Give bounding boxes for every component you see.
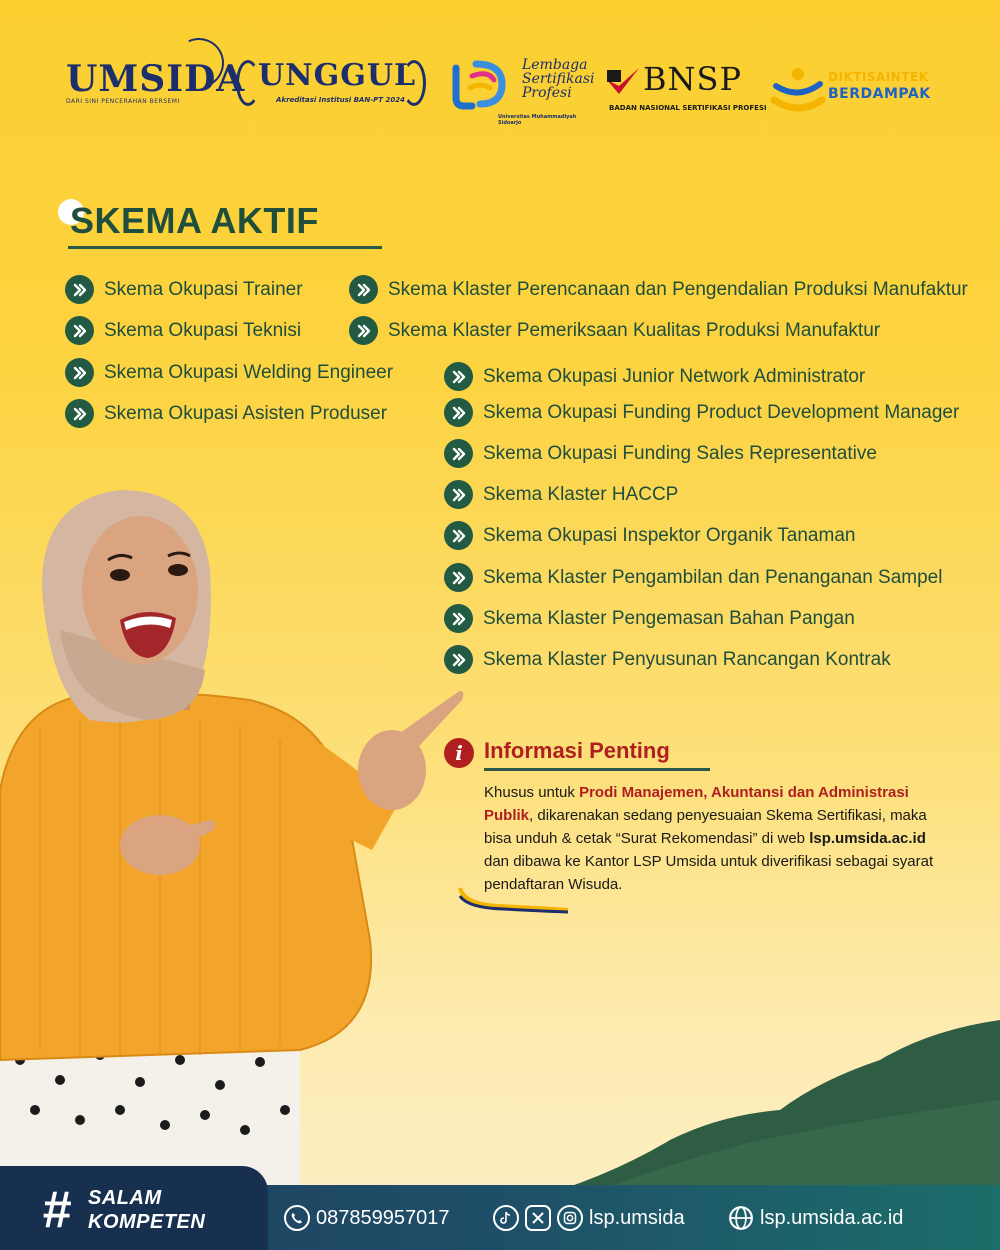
scheme-item xyxy=(349,316,880,345)
info-title: Informasi Penting xyxy=(484,738,670,763)
tiktok-icon xyxy=(493,1205,519,1231)
scheme-label: Skema Okupasi Trainer xyxy=(104,278,303,300)
info-highlight: Prodi Manajemen, Akuntansi dan Administrasi Publik xyxy=(484,784,909,824)
swoosh-decoration xyxy=(458,884,570,914)
scheme-item xyxy=(65,275,303,304)
scheme-label: Skema Klaster Pengemasan Bahan Pangan xyxy=(483,607,855,629)
double-chevron-icon xyxy=(349,316,378,345)
unggul-subtitle: Akreditasi Institusi BAN-PT 2024 xyxy=(276,96,405,104)
info-underline xyxy=(484,768,710,771)
hashtag-line1: SALAM xyxy=(88,1187,162,1209)
bnsp-logo xyxy=(605,60,765,116)
laurel-left-icon xyxy=(236,60,260,106)
info-text: dan dibawa ke Kantor LSP Umsida untuk diverifikasi sebagai syarat pendaftaran Wisuda. xyxy=(484,853,934,893)
scheme-item xyxy=(444,362,865,391)
social-contact[interactable] xyxy=(493,1205,685,1231)
social-handle: lsp.umsida xyxy=(589,1206,685,1229)
scheme-item xyxy=(444,398,959,427)
scheme-item xyxy=(65,399,387,428)
lsp-university: Universitas Muhammadiyah Sidoarjo xyxy=(498,114,577,126)
globe-icon xyxy=(728,1205,754,1231)
scheme-item xyxy=(444,521,855,550)
website-url: lsp.umsida.ac.id xyxy=(760,1206,904,1229)
woman-pointing-illustration xyxy=(0,470,470,1190)
umsida-logo-text: UMSIDA xyxy=(66,58,246,100)
scheme-label: Skema Okupasi Junior Network Administrator xyxy=(483,365,866,387)
hashtag-symbol: # xyxy=(42,1181,71,1239)
scheme-label: Skema Okupasi Inspektor Organik Tanaman xyxy=(483,524,856,546)
umsida-logo xyxy=(66,58,245,105)
dikti-mark-icon xyxy=(770,64,826,116)
page-title: SKEMA AKTIF xyxy=(70,200,319,241)
scheme-label: Skema Klaster Penyusunan Rancangan Kontrak xyxy=(483,648,891,670)
scheme-item xyxy=(444,480,678,509)
info-icon: i xyxy=(444,738,474,768)
scheme-item xyxy=(349,275,968,304)
dikti-logo xyxy=(770,64,940,124)
scheme-label: Skema Klaster Pengambilan dan Penanganan Sampel xyxy=(483,566,943,588)
lsp-line2: Sertifikasi xyxy=(522,71,595,87)
hashtag-line2: KOMPETEN xyxy=(88,1211,206,1233)
scheme-item xyxy=(444,563,942,592)
scheme-item xyxy=(444,645,891,674)
scheme-label: Skema Okupasi Asisten Produser xyxy=(104,402,388,424)
lsp-logo-text xyxy=(522,58,595,100)
heading-underline xyxy=(68,246,382,249)
info-body xyxy=(484,781,954,896)
scheme-label: Skema Klaster Perencanaan dan Pengendalian Produksi Manufaktur xyxy=(388,278,968,300)
logo-bar xyxy=(60,36,940,126)
scheme-label: Skema Okupasi Welding Engineer xyxy=(104,361,394,383)
scheme-label: Skema Okupasi Funding Sales Representative xyxy=(483,442,877,464)
scheme-item xyxy=(444,439,877,468)
hashtag-text xyxy=(88,1186,205,1234)
x-icon xyxy=(525,1205,551,1231)
info-website-link[interactable]: lsp.umsida.ac.id xyxy=(809,830,926,847)
info-text: , dikarenakan sedang penyesuaian Skema Sertifikasi, maka bisa unduh & cetak “Surat Rekomendasi” di web xyxy=(484,807,927,847)
phone-contact[interactable] xyxy=(284,1205,449,1231)
double-chevron-icon xyxy=(65,316,94,345)
double-chevron-icon xyxy=(444,398,473,427)
scheme-label: Skema Okupasi Funding Product Development Manager xyxy=(483,401,960,423)
bnsp-subtitle: BADAN NASIONAL SERTIFIKASI PROFESI xyxy=(609,104,767,112)
scheme-item xyxy=(444,604,855,633)
scheme-label: Skema Okupasi Teknisi xyxy=(104,319,302,341)
whatsapp-icon xyxy=(284,1205,310,1231)
double-chevron-icon xyxy=(444,439,473,468)
double-chevron-icon xyxy=(349,275,378,304)
info-text: Khusus untuk xyxy=(484,784,580,801)
website-contact[interactable] xyxy=(728,1205,903,1231)
lsp-mark-icon xyxy=(450,58,510,110)
dikti-line1: DIKTISAINTEK xyxy=(828,70,929,84)
dikti-line2: BERDAMPAK xyxy=(828,86,931,102)
lsp-line3: Profesi xyxy=(522,85,572,101)
scheme-item xyxy=(65,358,393,387)
scheme-label: Skema Klaster Pemeriksaan Kualitas Produksi Manufaktur xyxy=(388,319,881,341)
double-chevron-icon xyxy=(65,399,94,428)
umsida-tagline: DARI SINI PENCERAHAN BERSEMI xyxy=(66,98,180,105)
scheme-item xyxy=(65,316,301,345)
instagram-icon xyxy=(557,1205,583,1231)
lsp-logo xyxy=(450,50,600,126)
lsp-line1: Lembaga xyxy=(522,57,588,73)
hill-decoration xyxy=(560,1020,1000,1190)
double-chevron-icon xyxy=(65,358,94,387)
bnsp-mark-icon xyxy=(605,64,641,100)
double-chevron-icon xyxy=(65,275,94,304)
double-chevron-icon xyxy=(444,362,473,391)
scheme-label: Skema Klaster HACCP xyxy=(483,483,679,505)
bnsp-logo-text: BNSP xyxy=(643,60,742,98)
unggul-logo xyxy=(236,56,426,112)
phone-number: 087859957017 xyxy=(316,1206,450,1229)
unggul-logo-text: UNGGUL xyxy=(258,58,417,93)
